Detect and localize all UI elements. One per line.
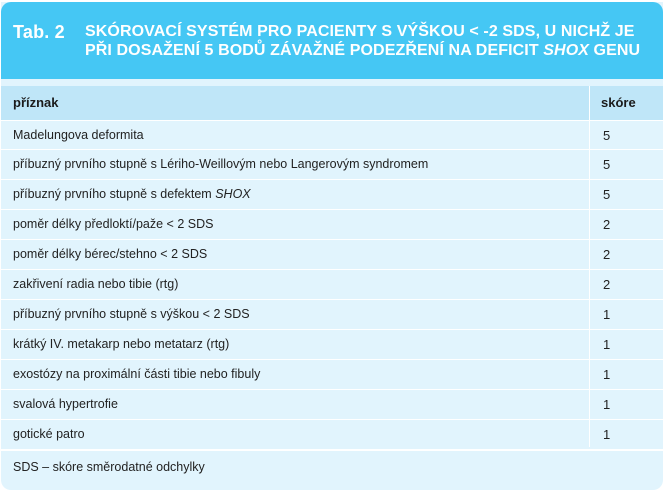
symptom-cell — [13, 217, 213, 231]
table-row — [1, 360, 663, 390]
column-header-score: skóre — [601, 95, 636, 110]
table-row — [1, 390, 663, 420]
table-row — [1, 120, 663, 150]
score-cell: 5 — [603, 187, 611, 202]
table-title-part1: SKÓROVACÍ SYSTÉM PRO PACIENTY S VÝŠKOU < -2 SDS, U NICHŽ JE PŘI DOSAŽENÍ 5 BODŮ ZÁVAŽNÉ PODEZŘENÍ NA DEFICIT — [85, 23, 635, 59]
symptom-cell — [13, 337, 229, 351]
symptom-text: příbuzný prvního stupně s výškou < 2 SDS — [13, 307, 250, 321]
symptom-text: příbuzný prvního stupně s Lériho-Weillovým nebo Langerovým syndromem — [13, 157, 429, 171]
table-row — [1, 270, 663, 300]
score-table — [1, 2, 663, 490]
symptom-text: poměr délky předloktí/paže < 2 SDS — [13, 217, 214, 231]
score-cell: 5 — [603, 157, 611, 172]
score-cell: 1 — [603, 307, 611, 322]
symptom-cell — [13, 307, 250, 321]
table-row — [1, 150, 663, 180]
symptom-cell — [13, 128, 144, 142]
score-cell: 2 — [603, 217, 611, 232]
table-row — [1, 180, 663, 210]
symptom-text: poměr délky bérec/stehno < 2 SDS — [13, 247, 208, 261]
score-cell: 5 — [603, 128, 611, 143]
table-header — [1, 2, 663, 79]
column-header-row — [1, 86, 663, 120]
symptom-text: svalová hypertrofie — [13, 397, 118, 411]
table-body — [1, 120, 663, 450]
symptom-cell — [13, 367, 260, 381]
score-cell: 2 — [603, 277, 611, 292]
symptom-text: exostózy na proximální části tibie nebo fibuly — [13, 367, 261, 381]
symptom-text: krátký IV. metakarp nebo metatarz (rtg) — [13, 337, 230, 351]
table-title-gene: SHOX — [543, 42, 590, 59]
symptom-text: příbuzný prvního stupně s defektem — [13, 187, 216, 201]
symptom-cell — [13, 247, 207, 261]
footer-divider — [1, 449, 663, 451]
symptom-cell — [13, 397, 118, 411]
symptom-cell — [13, 427, 85, 441]
symptom-cell — [13, 157, 428, 171]
symptom-cell — [13, 277, 178, 291]
score-cell: 1 — [603, 337, 611, 352]
symptom-gene-text: SHOX — [215, 187, 251, 201]
symptom-text: zakřivení radia nebo tibie (rtg) — [13, 277, 179, 291]
table-title — [85, 22, 655, 60]
symptom-cell — [13, 187, 251, 201]
table-number: Tab. 2 — [13, 22, 65, 42]
table-row — [1, 330, 663, 360]
score-cell: 1 — [603, 397, 611, 412]
table-row — [1, 300, 663, 330]
table-row — [1, 240, 663, 270]
symptom-text: Madelungova deformita — [13, 128, 144, 142]
score-cell: 1 — [603, 427, 611, 442]
column-header-symptom: příznak — [13, 95, 59, 110]
table-footnote: SDS – skóre směrodatné odchylky — [13, 460, 205, 474]
score-cell: 2 — [603, 247, 611, 262]
symptom-text: gotické patro — [13, 427, 85, 441]
score-cell: 1 — [603, 367, 611, 382]
table-row — [1, 420, 663, 450]
table-title-part2: GENU — [589, 42, 641, 59]
table-row — [1, 210, 663, 240]
